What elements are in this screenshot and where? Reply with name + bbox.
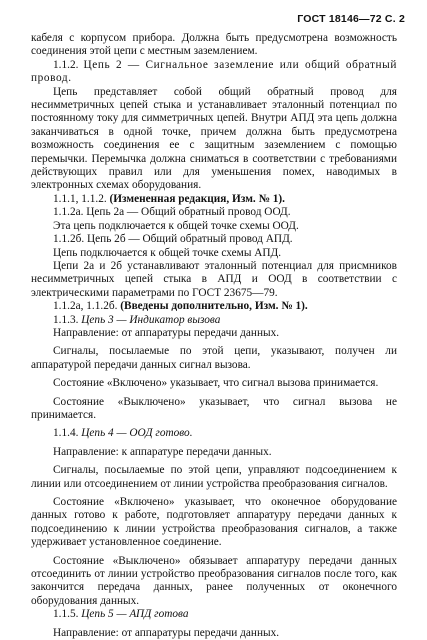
paragraph-signals: Сигналы, посылаемые по этой цепи, управляют подсоединением к линии или отсоединением от линии устройства преобразования сигналов. <box>31 464 397 490</box>
paragraph-state-on: Состояние «Включено» указывает, что сигнал вызова принимается. <box>53 377 379 390</box>
direction-line: Направление: к аппаратуре передачи данных. <box>53 445 272 458</box>
paragraph-circuit-2b: Цепь подключается к общей точке схемы АПД. <box>53 246 282 259</box>
clause-1-1-4 <box>31 427 397 440</box>
clause-number: 1.1.1, 1.1.2. <box>53 192 107 205</box>
clause-number: 1.1.2. <box>53 58 79 71</box>
clause-title: Цепь 3 — Индикатор вызова <box>81 313 221 326</box>
paragraph-circuit-2: Цепь представляет собой общий обратный провод для несимметричных цепей стыка и устанавливает эталонный потенциал по постоянному току для симметричных цепей. Внутри АПД эта цепь должна заканчиваться в одной точке, причем должна быть предусмотрена возможность соединения ее с защитным заземлением с помощью перемычки. Перемычка должна сниматься в соответствии с требованиями действующих правил или для уменьшения помех, наводимых в электронных схемах оборудования. <box>31 85 397 192</box>
amendment-text: (Измененная редакция, Изм. № 1). <box>109 192 285 205</box>
amendment-note-1 <box>31 193 397 206</box>
direction-line: Направление: от аппаратуры передачи данных. <box>53 326 280 339</box>
amendment-note-2 <box>31 300 397 313</box>
paragraph-state-off: Состояние «Выключено» указывает, что сигнал вызова не принимается. <box>31 395 397 421</box>
document-body <box>31 32 397 640</box>
clause-title: Цепь 5 — АПД готова <box>81 608 189 621</box>
paragraph-signals: Сигналы, посылаемые по этой цепи, указывают, получен ли аппаратурой передачи данных сигнал вызова. <box>31 345 397 371</box>
paragraph-state-off: Состояние «Выключено» обязывает аппаратуру передачи данных отсоединить от линии устройство преобразования сигналов после того, как закончится передача данных, ранее полученных от оконечного оборудования данных. <box>31 554 397 607</box>
paragraph-circuit-2a: Эта цепь подключается к общей точке схемы ООД. <box>53 219 299 232</box>
clause-title: Цепь 2 — Сигнальное заземление или общий обратный провод. <box>31 58 397 85</box>
paragraph-state-on: Состояние «Включено» указывает, что оконечное оборудование данных готово к работе, подготовляет аппаратуру передачи данных к подсоединению к линии устройства преобразования сигналов, а также удерживает установленное соединение. <box>31 496 397 549</box>
clause-number: 1.1.3. <box>53 313 79 326</box>
paragraph-continuation: кабеля с корпусом прибора. Должна быть предусмотрена возможность соединения этой цепи с местным заземлением. <box>31 32 397 58</box>
clause-1-1-3 <box>31 314 397 327</box>
clause-1-1-5 <box>31 608 397 621</box>
page-header: ГОСТ 18146—72 С. 2 <box>297 13 405 25</box>
clause-1-1-2 <box>31 59 397 86</box>
clause-title: Цепь 4 — ООД готово. <box>81 427 193 440</box>
direction-line: Направление: от аппаратуры передачи данных. <box>53 626 280 639</box>
clause-number: 1.1.4. <box>53 427 79 440</box>
clause-number: 1.1.5. <box>53 608 79 621</box>
amendment-text: (Введены дополнительно, Изм. № 1). <box>120 300 308 313</box>
clause-1-1-2b: 1.1.2б. Цепь 2б — Общий обратный провод АПД. <box>53 233 293 246</box>
paragraph-circuits-2a-2b: Цепи 2а и 2б устанавливают эталонный потенциал для присмников несимметричных цепей стыка в АПД и ООД в соответствии с электрическими параметрами по ГОСТ 23675—79. <box>31 259 397 299</box>
clause-1-1-2a: 1.1.2а. Цепь 2а — Общий обратный провод ООД. <box>53 206 291 219</box>
clause-number: 1.1.2а, 1.1.2б. <box>53 300 118 313</box>
